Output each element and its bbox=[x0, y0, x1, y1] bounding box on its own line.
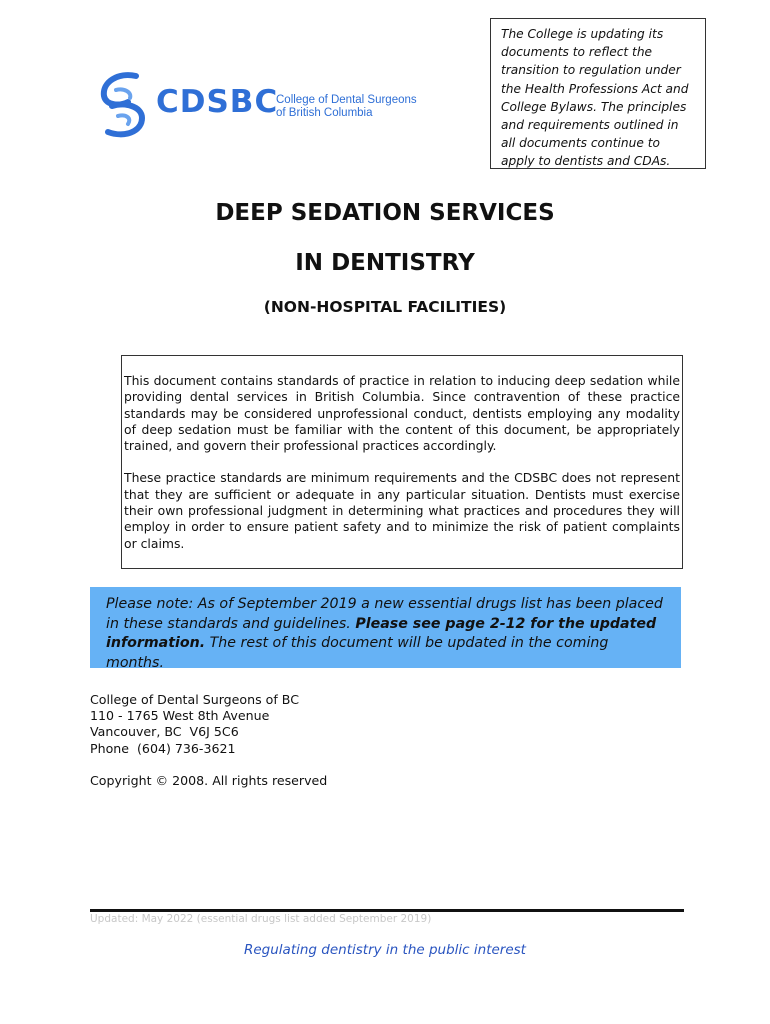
note-text-2: The rest of this document will be updated in the coming months. bbox=[106, 635, 609, 671]
footer-divider bbox=[90, 909, 684, 912]
logo-org-line1: College of Dental Surgeons bbox=[276, 94, 417, 106]
subtitle: (NON-HOSPITAL FACILITIES) bbox=[263, 298, 507, 316]
copyright: Copyright © 2008. All rights reserved bbox=[90, 773, 328, 788]
standards-paragraph-1: This document contains standards of practice in relation to inducing deep sedation while providing dental services in British Columbia. Since contravention of these practice standards may be considered unprofessional conduct, dentists employing any modality of deep sedation must be familiar with the content of this document, be appropriately trained, and govern their professional practices accordingly. bbox=[124, 373, 680, 454]
title-line2: IN DENTISTRY bbox=[295, 250, 475, 276]
note-text-1: Please note: As of September 2019 a new essential drugs list has been placed in these standards and guidelines. bbox=[106, 596, 663, 632]
cdsbc-logo bbox=[98, 70, 418, 140]
tagline: Regulating dentistry in the public interest bbox=[244, 942, 526, 958]
please-note-box bbox=[90, 587, 681, 671]
logo-acronym: CDSBC bbox=[156, 84, 279, 120]
logo-org-line2: of British Columbia bbox=[276, 107, 373, 119]
address-name: College of Dental Surgeons of BC bbox=[90, 692, 299, 707]
address-block bbox=[90, 692, 299, 757]
address-street: 110 - 1765 West 8th Avenue bbox=[90, 708, 270, 724]
address-phone: Phone (604) 736-3621 bbox=[90, 740, 236, 756]
standards-paragraph-2: These practice standards are minimum requirements and the CDSBC does not represent that they are sufficient or adequate in any particular situation. Dentists must exercise their own professional judgment in determining what practices and procedures they will employ in order to ensure patient safety and to minimize the risk of patient complaints or claims. bbox=[124, 470, 680, 551]
logo-org-name bbox=[276, 94, 417, 120]
cdsbc-swirl-icon bbox=[98, 70, 150, 140]
update-notice-box: The College is updating its documents to reflect the transition to regulation under the Health Professions Act and College Bylaws. The principles and requirements outlined in all documents continue to apply to dentists and CDAs. bbox=[490, 18, 706, 169]
updated-note: Updated: May 2022 (essential drugs list added September 2019) bbox=[90, 913, 432, 925]
note-bold-text: Please see page 2-12 for the updated information. bbox=[106, 615, 657, 651]
standards-box bbox=[121, 355, 683, 569]
address-city: Vancouver, BC V6J 5C6 bbox=[90, 724, 239, 740]
title-line1: DEEP SEDATION SERVICES bbox=[215, 200, 555, 226]
